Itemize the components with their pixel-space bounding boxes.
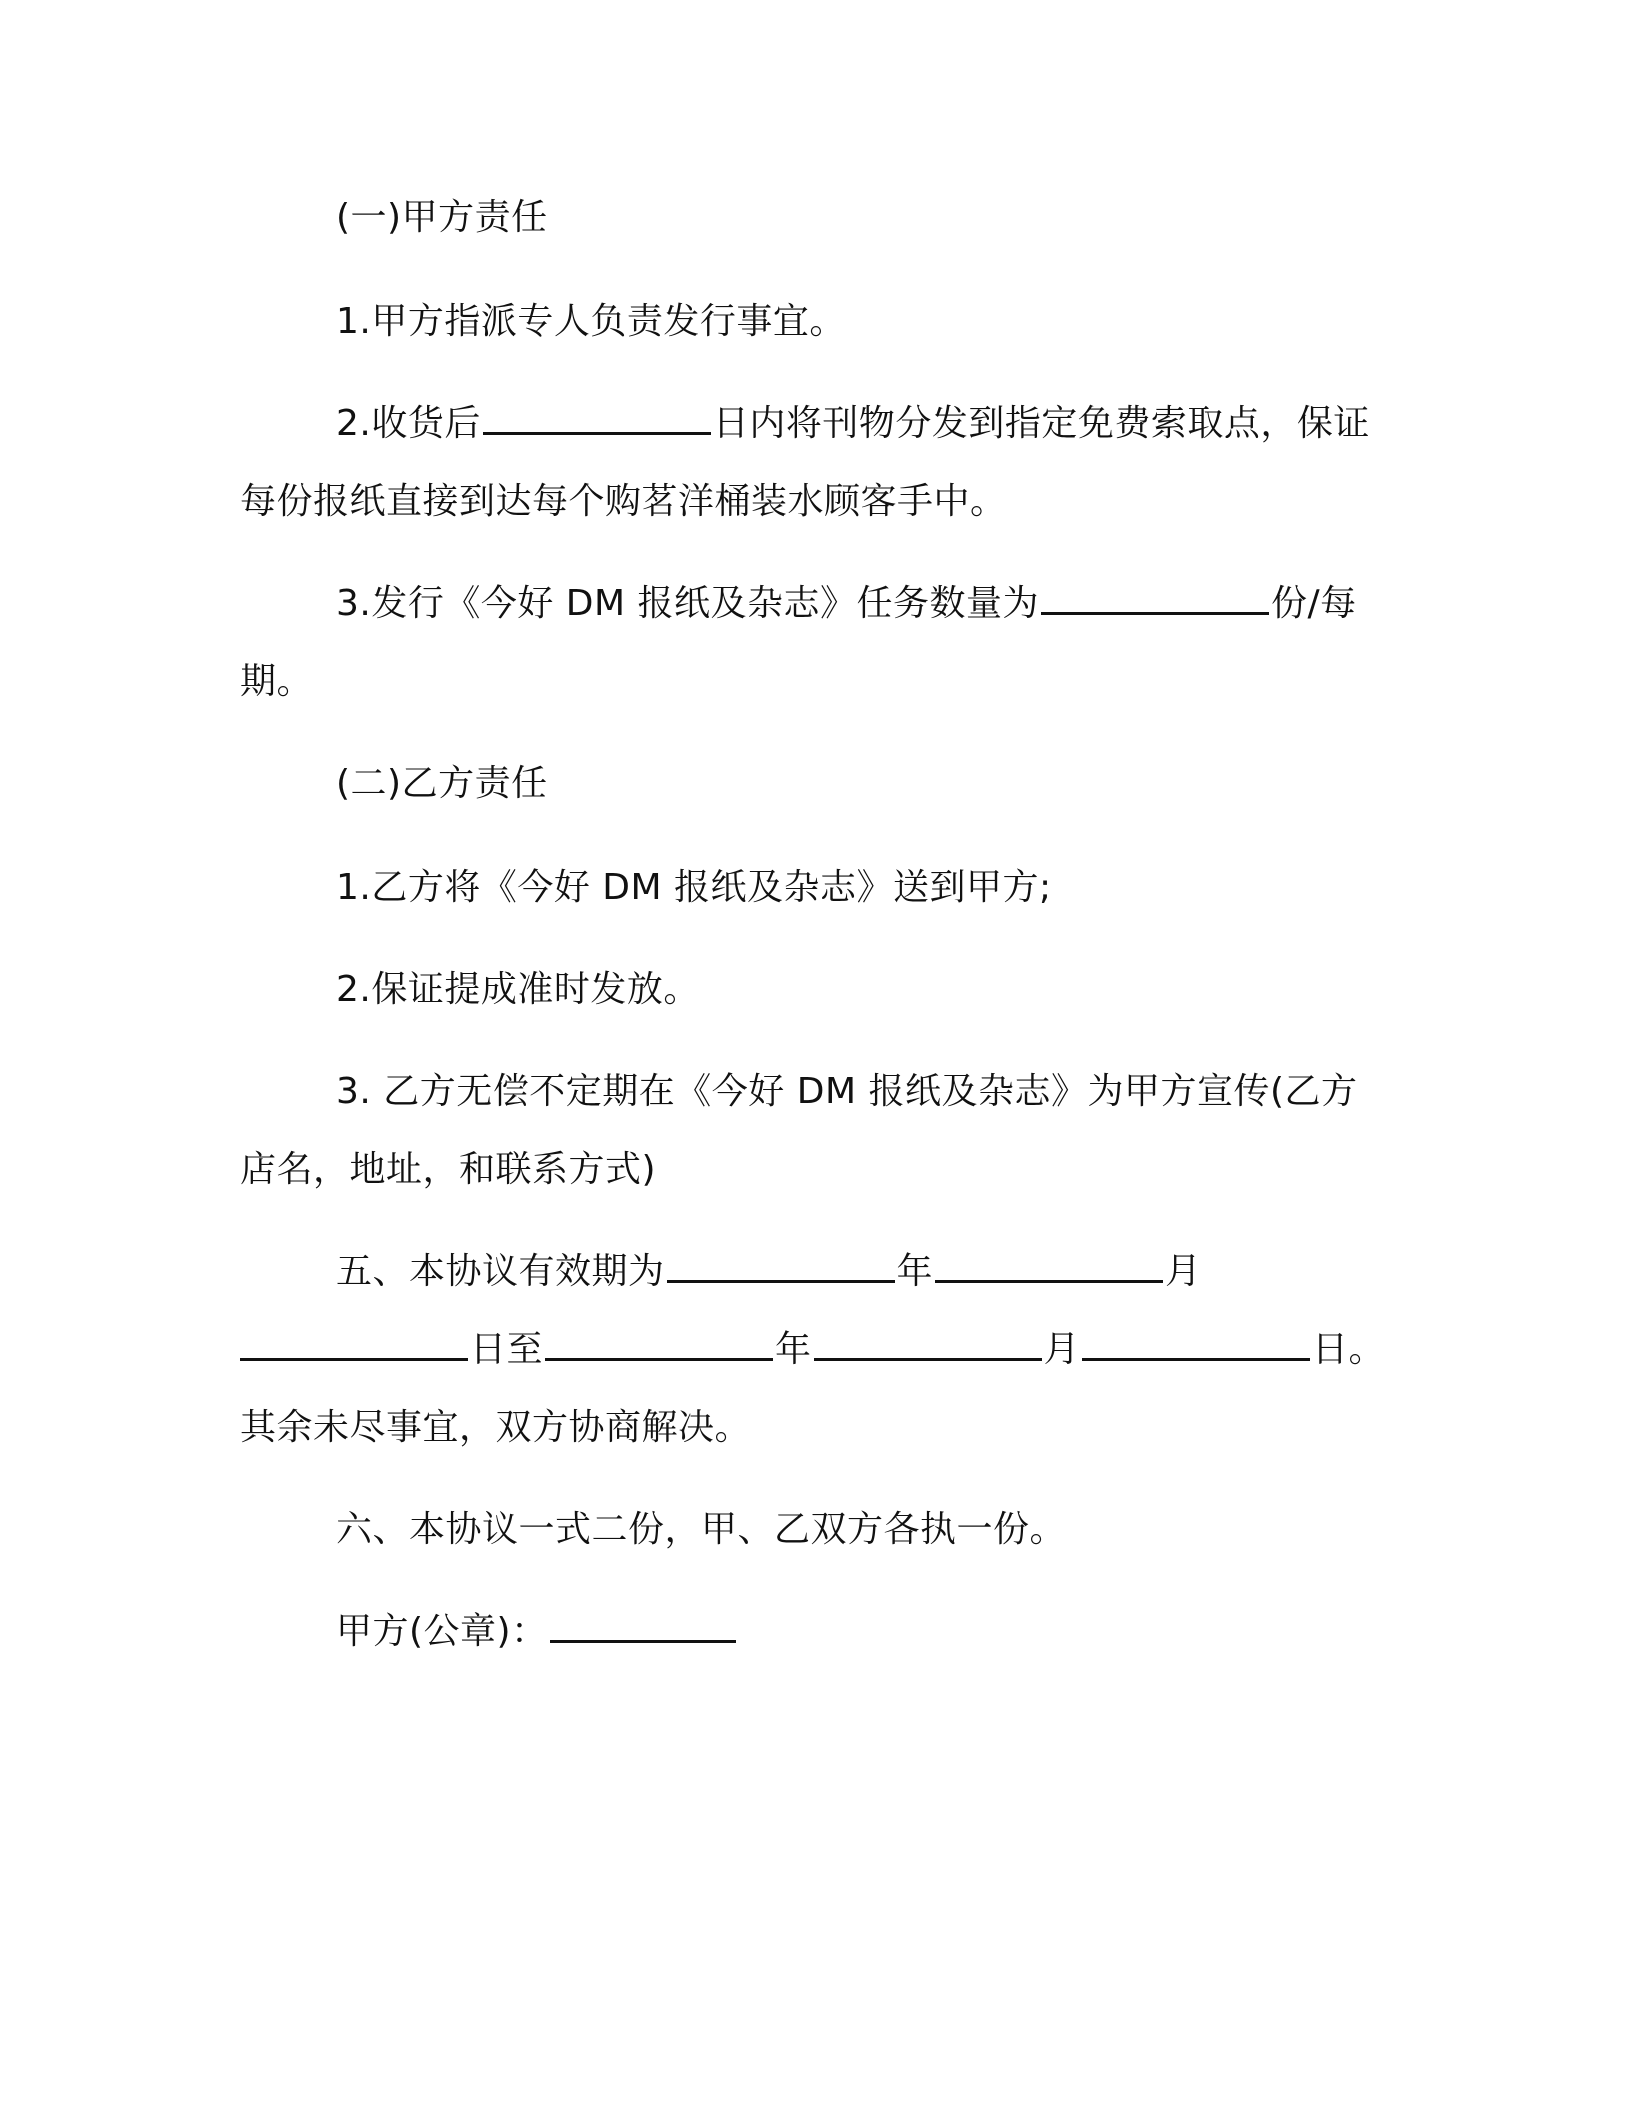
fill-blank (1082, 1328, 1310, 1361)
party-a-item-3: 3.发行《今好 DM 报纸及杂志》任务数量为 份/每 (336, 583, 1357, 624)
party-b-item-2: 2.保证提成准时发放。 (336, 969, 700, 1010)
party-a-item-1: 1.甲方指派专人负责发行事宜。 (336, 301, 846, 342)
fill-blank (667, 1250, 895, 1283)
fill-blank (483, 402, 711, 435)
party-a-item-2: 2.收货后 日内将刊物分发到指定免费索取点，保证 (336, 403, 1370, 444)
party-b-item-3-continued: 店名，地址，和联系方式) (240, 1149, 657, 1190)
fill-blank (1041, 582, 1269, 615)
copies-clause: 六、本协议一式二份，甲、乙双方各执一份。 (336, 1509, 1067, 1550)
fill-blank (814, 1328, 1042, 1361)
fill-blank (935, 1250, 1163, 1283)
term-clause-continued: 日至 年 月 日。 (240, 1326, 1385, 1374)
term-clause-rest: 其余未尽事宜，双方协商解决。 (240, 1407, 752, 1448)
party-b-item-3: 3. 乙方无偿不定期在《今好 DM 报纸及杂志》为甲方宣传(乙方 (336, 1071, 1358, 1112)
party-b-item-1: 1.乙方将《今好 DM 报纸及杂志》送到甲方; (336, 867, 1052, 908)
fill-blank (545, 1328, 773, 1361)
party-a-item-3-continued: 期。 (240, 661, 314, 702)
signature-blank (550, 1610, 736, 1643)
party-a-heading: (一)甲方责任 (336, 197, 548, 238)
fill-blank (240, 1328, 468, 1361)
party-a-item-2-continued: 每份报纸直接到达每个购茗洋桶装水顾客手中。 (240, 481, 1007, 522)
signature-party-a: 甲方(公章)： (336, 1608, 738, 1656)
term-clause: 五、本协议有效期为 年 月 (336, 1251, 1202, 1292)
party-b-heading: (二)乙方责任 (336, 763, 548, 804)
